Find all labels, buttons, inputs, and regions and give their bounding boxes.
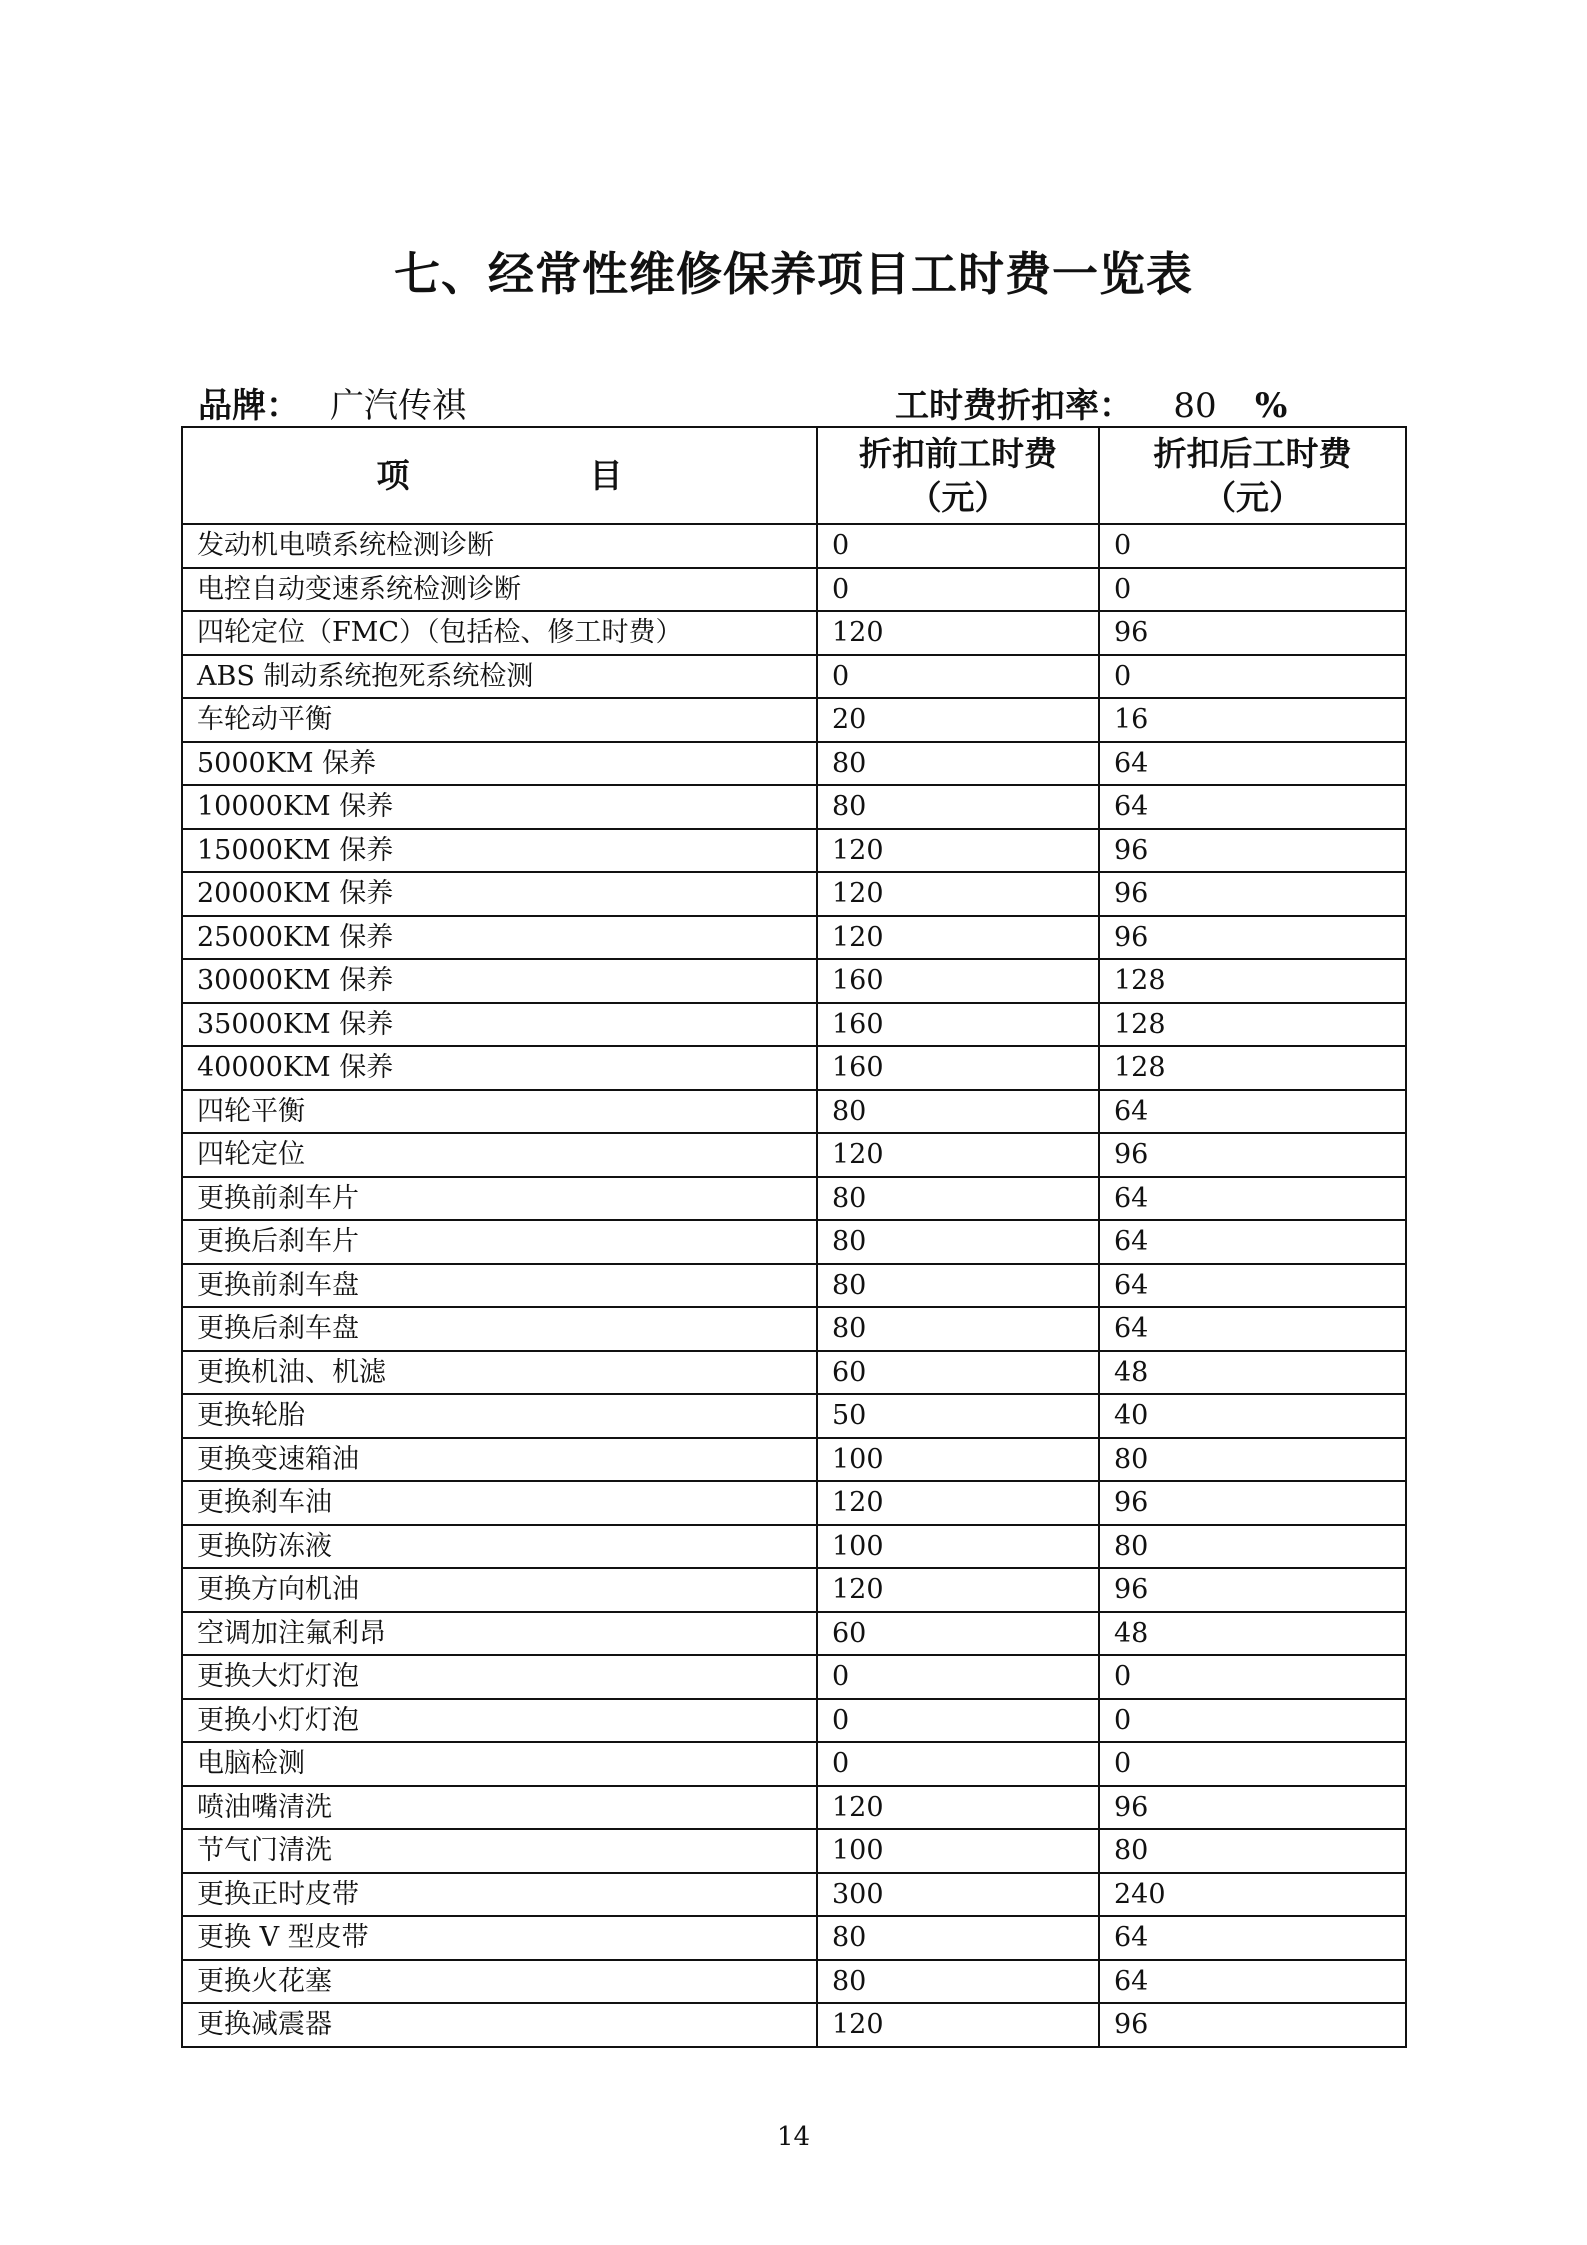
header-after-discount	[1099, 427, 1406, 524]
cell-after-discount: 0	[1099, 568, 1406, 612]
cell-after-discount: 96	[1099, 1133, 1406, 1177]
cell-item: 10000KM 保养	[182, 785, 817, 829]
table-row	[182, 1699, 1406, 1743]
table-row	[182, 1177, 1406, 1221]
cell-after-discount: 0	[1099, 1655, 1406, 1699]
cell-item: 更换方向机油	[182, 1568, 817, 1612]
cell-item: 喷油嘴清洗	[182, 1786, 817, 1830]
table-row	[182, 916, 1406, 960]
discount-value: 80	[1139, 386, 1251, 428]
cell-after-discount: 64	[1099, 1960, 1406, 2004]
cell-before-discount: 60	[817, 1351, 1099, 1395]
table-row	[182, 829, 1406, 873]
cell-before-discount: 20	[817, 698, 1099, 742]
discount-label: 工时费折扣率：	[895, 386, 1133, 426]
cell-before-discount: 80	[817, 785, 1099, 829]
cell-item: 更换火花塞	[182, 1960, 817, 2004]
cell-after-discount: 0	[1099, 1699, 1406, 1743]
cell-item: 四轮定位（FMC）（包括检、修工时费）	[182, 611, 817, 655]
table-row	[182, 1568, 1406, 1612]
cell-after-discount: 64	[1099, 1264, 1406, 1308]
table-row	[182, 785, 1406, 829]
table-row	[182, 568, 1406, 612]
table-row	[182, 1264, 1406, 1308]
cell-before-discount: 80	[817, 742, 1099, 786]
cell-before-discount: 0	[817, 524, 1099, 568]
cell-before-discount: 80	[817, 1177, 1099, 1221]
cell-before-discount: 160	[817, 1046, 1099, 1090]
cell-after-discount: 128	[1099, 1046, 1406, 1090]
brand-line	[198, 378, 529, 428]
cell-before-discount: 50	[817, 1394, 1099, 1438]
table-row	[182, 1394, 1406, 1438]
table-row	[182, 2003, 1406, 2047]
header-item-part1: 项	[376, 455, 410, 495]
cell-item: 5000KM 保养	[182, 742, 817, 786]
header-item-part2: 目	[589, 455, 623, 495]
labor-fee-table	[181, 426, 1407, 2048]
cell-item: 35000KM 保养	[182, 1003, 817, 1047]
table-row	[182, 1960, 1406, 2004]
table-row	[182, 1525, 1406, 1569]
document-title: 七、经常性维修保养项目工时费一览表	[394, 247, 1193, 301]
table-row	[182, 1046, 1406, 1090]
cell-after-discount: 0	[1099, 1742, 1406, 1786]
cell-after-discount: 80	[1099, 1525, 1406, 1569]
cell-after-discount: 96	[1099, 829, 1406, 873]
header-after-line1: 折扣后工时费	[1153, 433, 1352, 473]
cell-after-discount: 96	[1099, 611, 1406, 655]
table-row	[182, 1481, 1406, 1525]
table-row	[182, 1873, 1406, 1917]
cell-after-discount: 96	[1099, 1481, 1406, 1525]
cell-before-discount: 160	[817, 959, 1099, 1003]
cell-item: 更换轮胎	[182, 1394, 817, 1438]
cell-before-discount: 80	[817, 1307, 1099, 1351]
table-row	[182, 1090, 1406, 1134]
cell-after-discount: 48	[1099, 1612, 1406, 1656]
table-row	[182, 1612, 1406, 1656]
table-row	[182, 1133, 1406, 1177]
cell-after-discount: 64	[1099, 785, 1406, 829]
cell-item: 更换大灯灯泡	[182, 1655, 817, 1699]
cell-after-discount: 16	[1099, 698, 1406, 742]
table-row	[182, 1003, 1406, 1047]
cell-after-discount: 48	[1099, 1351, 1406, 1395]
cell-after-discount: 96	[1099, 2003, 1406, 2047]
cell-after-discount: 40	[1099, 1394, 1406, 1438]
cell-item: 更换机油、机滤	[182, 1351, 817, 1395]
cell-before-discount: 60	[817, 1612, 1099, 1656]
cell-item: 更换小灯灯泡	[182, 1699, 817, 1743]
cell-before-discount: 120	[817, 872, 1099, 916]
cell-item: 更换后刹车片	[182, 1220, 817, 1264]
cell-before-discount: 120	[817, 829, 1099, 873]
table-row	[182, 611, 1406, 655]
cell-before-discount: 100	[817, 1438, 1099, 1482]
cell-item: 四轮定位	[182, 1133, 817, 1177]
cell-after-discount: 96	[1099, 916, 1406, 960]
cell-before-discount: 120	[817, 2003, 1099, 2047]
cell-after-discount: 64	[1099, 1090, 1406, 1134]
cell-before-discount: 0	[817, 1742, 1099, 1786]
cell-before-discount: 100	[817, 1829, 1099, 1873]
page-number: 14	[776, 2122, 811, 2152]
table-row	[182, 698, 1406, 742]
header-before-discount	[817, 427, 1099, 524]
header-before-line2: （元）	[908, 477, 1008, 517]
cell-item: 更换防冻液	[182, 1525, 817, 1569]
cell-before-discount: 80	[817, 1264, 1099, 1308]
table-row	[182, 872, 1406, 916]
cell-before-discount: 120	[817, 1568, 1099, 1612]
cell-after-discount: 128	[1099, 959, 1406, 1003]
table-row	[182, 1438, 1406, 1482]
cell-item: 更换前刹车片	[182, 1177, 817, 1221]
table-row	[182, 1351, 1406, 1395]
cell-before-discount: 0	[817, 1655, 1099, 1699]
cell-item: 20000KM 保养	[182, 872, 817, 916]
table-row	[182, 1742, 1406, 1786]
table-row	[182, 1307, 1406, 1351]
table-row	[182, 1220, 1406, 1264]
cell-item: 更换 V 型皮带	[182, 1916, 817, 1960]
cell-item: 四轮平衡	[182, 1090, 817, 1134]
cell-before-discount: 0	[817, 1699, 1099, 1743]
cell-item: 发动机电喷系统检测诊断	[182, 524, 817, 568]
header-after-line2: （元）	[1203, 477, 1302, 517]
cell-after-discount: 64	[1099, 742, 1406, 786]
table-header-row	[182, 427, 1406, 524]
header-item	[182, 427, 817, 524]
cell-item: 更换前刹车盘	[182, 1264, 817, 1308]
cell-item: 空调加注氟利昂	[182, 1612, 817, 1656]
cell-before-discount: 120	[817, 916, 1099, 960]
cell-item: 15000KM 保养	[182, 829, 817, 873]
cell-after-discount: 240	[1099, 1873, 1406, 1917]
cell-item: 更换变速箱油	[182, 1438, 817, 1482]
cell-item: 30000KM 保养	[182, 959, 817, 1003]
discount-line	[895, 378, 1287, 428]
header-before-line1: 折扣前工时费	[859, 433, 1057, 473]
cell-item: 节气门清洗	[182, 1829, 817, 1873]
cell-item: 25000KM 保养	[182, 916, 817, 960]
table-row	[182, 1786, 1406, 1830]
cell-item: 更换后刹车盘	[182, 1307, 817, 1351]
table-row	[182, 524, 1406, 568]
table-body	[182, 524, 1406, 2047]
cell-before-discount: 80	[817, 1090, 1099, 1134]
cell-after-discount: 64	[1099, 1177, 1406, 1221]
cell-after-discount: 0	[1099, 524, 1406, 568]
cell-item: 更换减震器	[182, 2003, 817, 2047]
cell-after-discount: 80	[1099, 1829, 1406, 1873]
cell-before-discount: 100	[817, 1525, 1099, 1569]
cell-after-discount: 96	[1099, 872, 1406, 916]
discount-unit: %	[1255, 386, 1288, 426]
table-row	[182, 1916, 1406, 1960]
cell-after-discount: 64	[1099, 1220, 1406, 1264]
cell-before-discount: 80	[817, 1220, 1099, 1264]
cell-after-discount: 64	[1099, 1307, 1406, 1351]
table-row	[182, 742, 1406, 786]
cell-before-discount: 0	[817, 568, 1099, 612]
cell-after-discount: 96	[1099, 1786, 1406, 1830]
brand-label: 品牌：	[198, 386, 300, 426]
cell-before-discount: 0	[817, 655, 1099, 699]
cell-before-discount: 160	[817, 1003, 1099, 1047]
cell-before-discount: 120	[817, 1481, 1099, 1525]
table-row	[182, 959, 1406, 1003]
cell-item: 更换正时皮带	[182, 1873, 817, 1917]
cell-item: ABS 制动系统抱死系统检测	[182, 655, 817, 699]
cell-after-discount: 64	[1099, 1916, 1406, 1960]
cell-after-discount: 0	[1099, 655, 1406, 699]
cell-before-discount: 80	[817, 1916, 1099, 1960]
cell-before-discount: 120	[817, 1786, 1099, 1830]
cell-after-discount: 128	[1099, 1003, 1406, 1047]
cell-before-discount: 120	[817, 1133, 1099, 1177]
cell-item: 车轮动平衡	[182, 698, 817, 742]
cell-item: 电脑检测	[182, 1742, 817, 1786]
cell-after-discount: 96	[1099, 1568, 1406, 1612]
cell-after-discount: 80	[1099, 1438, 1406, 1482]
cell-before-discount: 120	[817, 611, 1099, 655]
brand-value: 广汽传祺	[314, 386, 529, 428]
table-row	[182, 1655, 1406, 1699]
cell-item: 40000KM 保养	[182, 1046, 817, 1090]
cell-item: 更换刹车油	[182, 1481, 817, 1525]
cell-before-discount: 80	[817, 1960, 1099, 2004]
cell-item: 电控自动变速系统检测诊断	[182, 568, 817, 612]
table-row	[182, 655, 1406, 699]
cell-before-discount: 300	[817, 1873, 1099, 1917]
table-row	[182, 1829, 1406, 1873]
